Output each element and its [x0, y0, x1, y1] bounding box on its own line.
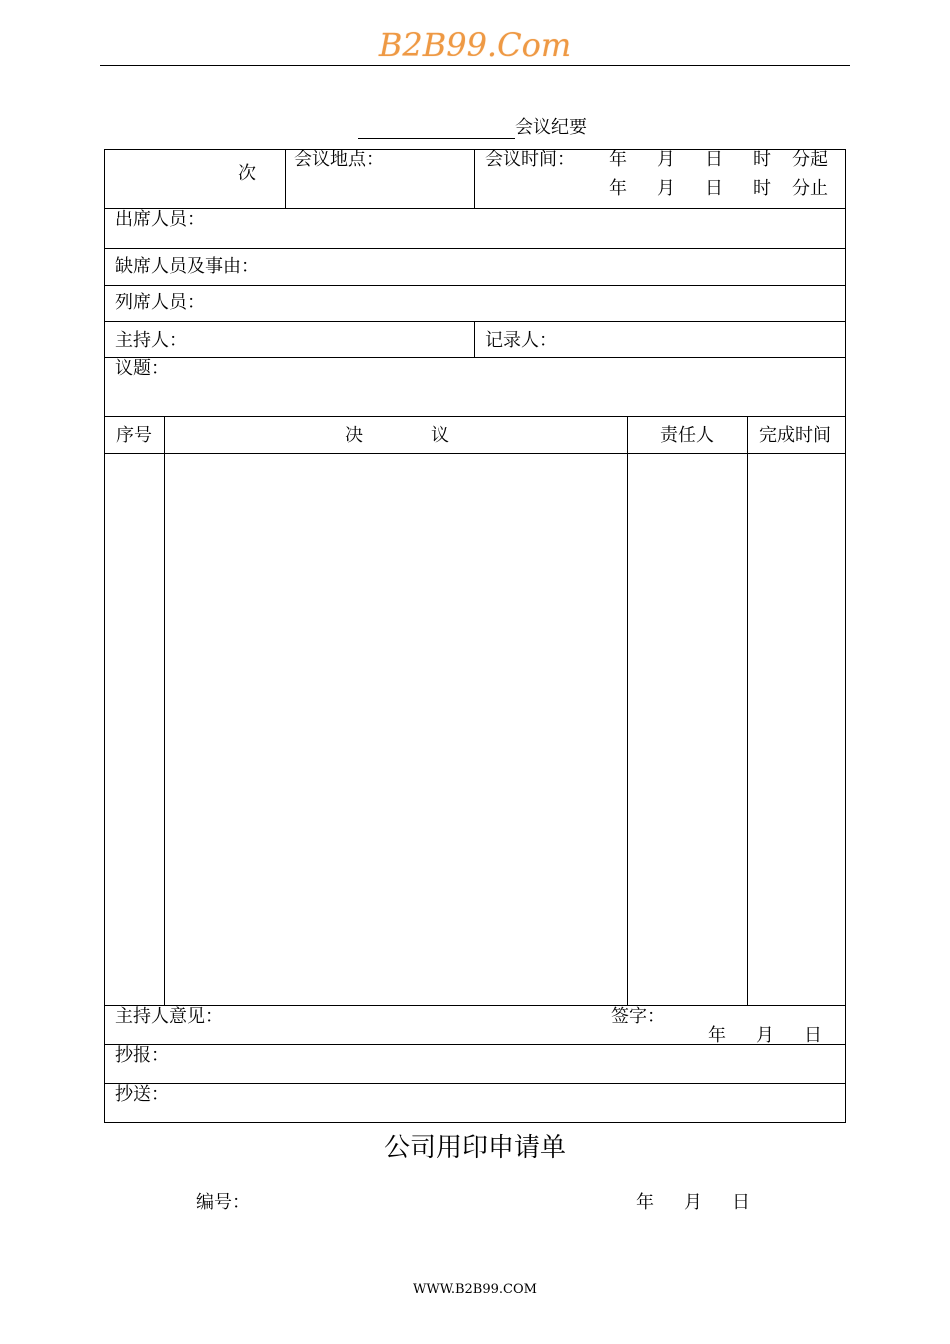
- session-label: 次: [238, 163, 256, 184]
- minutes-title: [358, 113, 587, 139]
- end-hour: 时: [753, 178, 771, 199]
- start-minute: 分起: [792, 149, 828, 170]
- header-rule: [100, 65, 850, 66]
- location-label: 会议地点：: [294, 149, 384, 170]
- col-divider: [474, 321, 475, 357]
- footer-url[interactable]: WWW.B2B99.COM: [413, 1282, 537, 1297]
- col-divider: [747, 416, 748, 1005]
- request-month: 月: [684, 1192, 702, 1213]
- sign-day: 日: [804, 1025, 822, 1046]
- observers-label: 列席人员：: [115, 292, 205, 313]
- col-divider: [474, 150, 475, 208]
- host-opinion-label: 主持人意见：: [115, 1006, 223, 1027]
- header-deadline: 完成时间: [759, 425, 831, 446]
- recorder-label: 记录人：: [485, 330, 557, 351]
- row-divider: [105, 321, 845, 322]
- row-divider: [105, 357, 845, 358]
- start-day: 日: [705, 149, 723, 170]
- col-divider: [285, 150, 286, 208]
- row-divider: [105, 416, 845, 417]
- row-divider: [105, 1083, 845, 1084]
- send-label: 抄送：: [115, 1084, 169, 1105]
- row-divider: [105, 285, 845, 286]
- absent-label: 缺席人员及事由：: [115, 256, 259, 277]
- col-divider: [164, 416, 165, 1005]
- minutes-title-text: 会议纪要: [515, 117, 587, 138]
- end-month: 月: [657, 178, 675, 199]
- host-label: 主持人：: [115, 330, 187, 351]
- request-day: 日: [732, 1192, 750, 1213]
- topic-label: 议题：: [115, 358, 169, 379]
- row-divider: [105, 208, 845, 209]
- row-divider: [105, 453, 845, 454]
- col-divider: [627, 416, 628, 1005]
- attendees-label: 出席人员：: [115, 209, 205, 230]
- request-year: 年: [636, 1192, 654, 1213]
- time-label: 会议时间：: [485, 149, 575, 170]
- header-responsible: 责任人: [660, 425, 714, 446]
- title-blank-field[interactable]: [358, 118, 515, 139]
- seal-request-title: 公司用印申请单: [383, 1133, 566, 1163]
- sign-year: 年: [708, 1025, 726, 1046]
- start-year: 年: [609, 149, 627, 170]
- end-year: 年: [609, 178, 627, 199]
- end-minute: 分止: [792, 178, 828, 199]
- header-seq: 序号: [116, 425, 152, 446]
- start-hour: 时: [753, 149, 771, 170]
- report-label: 抄报：: [115, 1045, 169, 1066]
- row-divider: [105, 248, 845, 249]
- row-divider: [105, 1044, 845, 1045]
- minutes-form: [104, 149, 846, 1123]
- end-day: 日: [705, 178, 723, 199]
- start-month: 月: [657, 149, 675, 170]
- site-logo: B2B99.Com: [378, 26, 572, 64]
- header-resolution-b: 议: [431, 425, 449, 446]
- signature-label: 签字：: [611, 1006, 665, 1027]
- sign-month: 月: [756, 1025, 774, 1046]
- header-resolution-a: 决: [345, 425, 363, 446]
- number-label: 编号：: [196, 1192, 250, 1213]
